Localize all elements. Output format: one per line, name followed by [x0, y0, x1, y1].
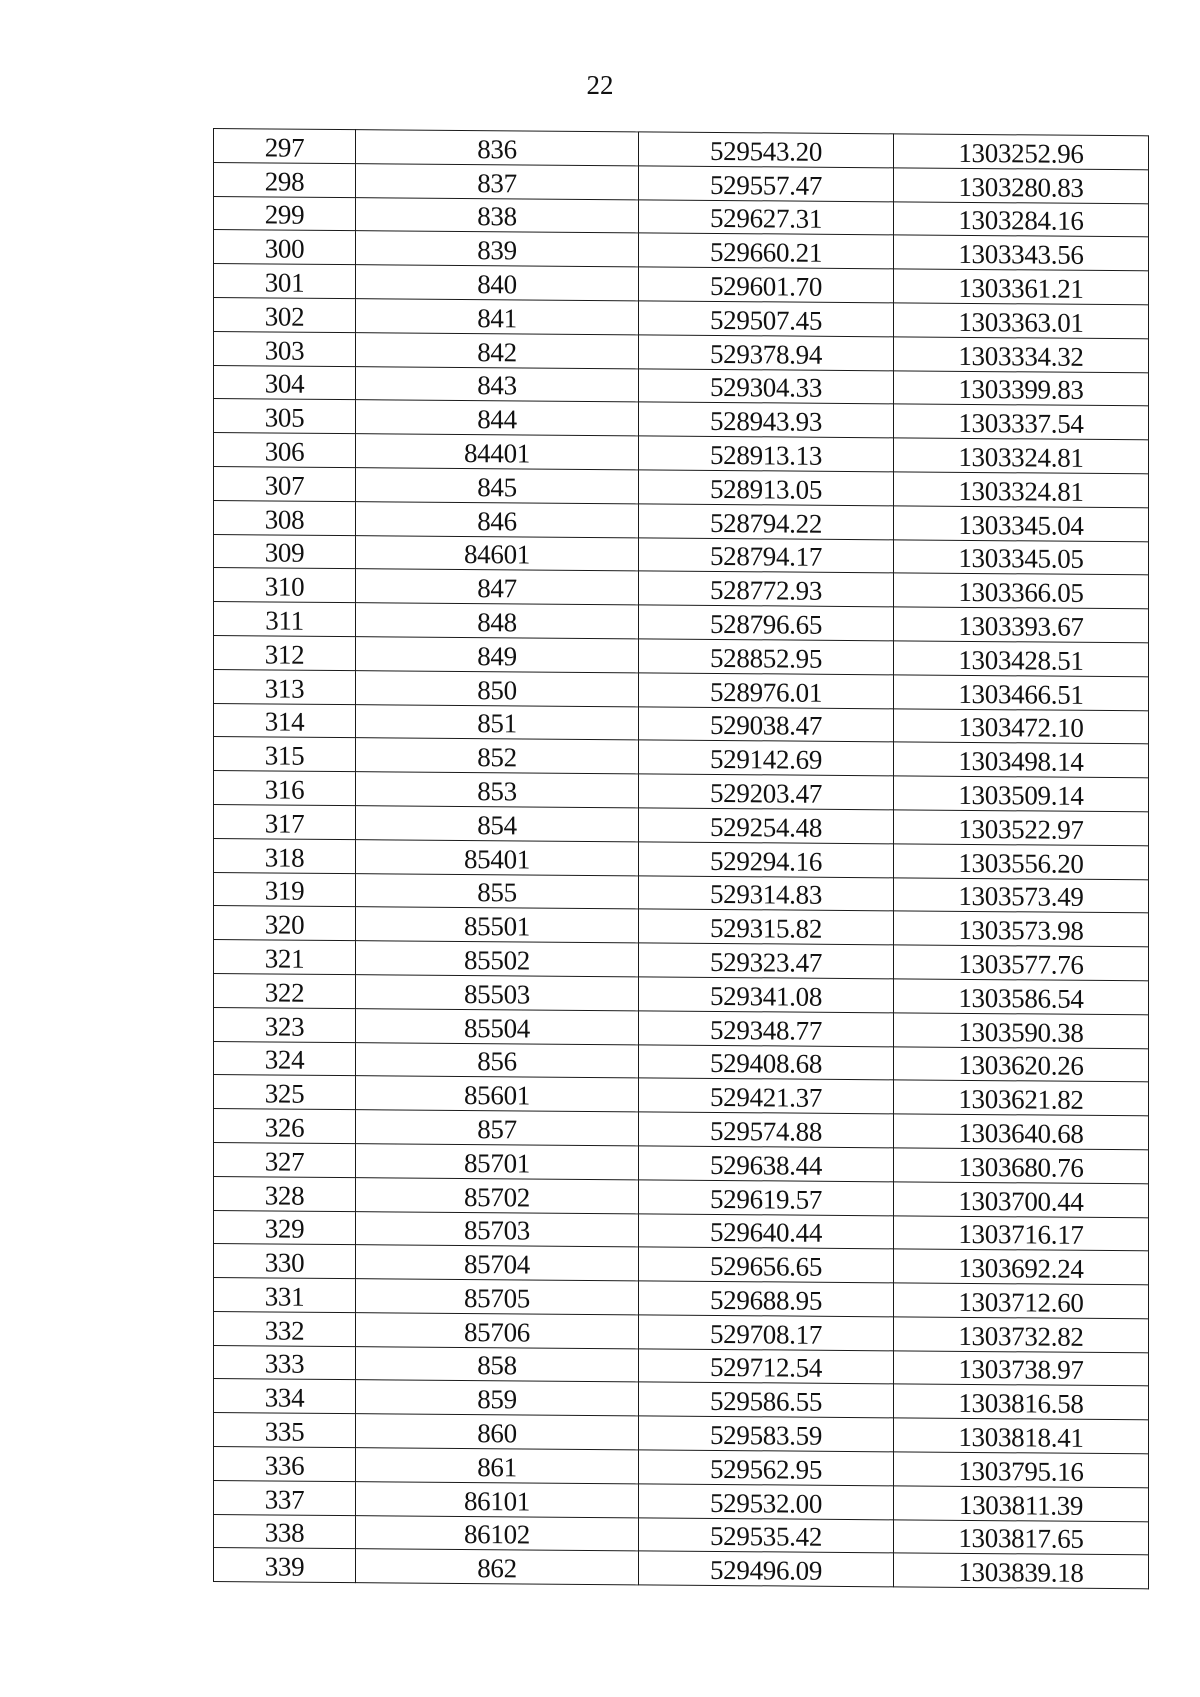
y-coordinate-cell: 1303284.16: [894, 201, 1149, 237]
y-coordinate-cell: 1303680.76: [894, 1148, 1149, 1184]
x-coordinate-cell: 529294.16: [639, 842, 894, 878]
x-coordinate-cell: 529574.88: [639, 1112, 894, 1148]
row-number-cell: 308: [214, 500, 356, 535]
row-number-cell: 323: [214, 1007, 356, 1042]
point-id-cell: 850: [356, 670, 639, 706]
point-id-cell: 85501: [356, 907, 639, 943]
point-id-cell: 842: [356, 332, 639, 368]
row-number-cell: 318: [214, 838, 356, 873]
coordinates-table-container: [213, 128, 1148, 1590]
y-coordinate-cell: 1303428.51: [894, 641, 1149, 677]
x-coordinate-cell: 529583.59: [639, 1416, 894, 1452]
point-id-cell: 85702: [356, 1177, 639, 1213]
x-coordinate-cell: 528796.65: [639, 605, 894, 641]
x-coordinate-cell: 529323.47: [639, 943, 894, 979]
x-coordinate-cell: 529543.20: [639, 132, 894, 168]
x-coordinate-cell: 528913.05: [639, 470, 894, 506]
point-id-cell: 85706: [356, 1313, 639, 1349]
point-id-cell: 841: [356, 299, 639, 335]
x-coordinate-cell: 529640.44: [639, 1213, 894, 1249]
x-coordinate-cell: 529507.45: [639, 301, 894, 337]
y-coordinate-cell: 1303795.16: [894, 1452, 1149, 1488]
y-coordinate-cell: 1303343.56: [894, 235, 1149, 271]
point-id-cell: 86101: [356, 1481, 639, 1517]
point-id-cell: 859: [356, 1380, 639, 1416]
row-number-cell: 304: [214, 365, 356, 400]
point-id-cell: 858: [356, 1346, 639, 1382]
point-id-cell: 846: [356, 501, 639, 537]
x-coordinate-cell: 529378.94: [639, 335, 894, 371]
row-number-cell: 334: [214, 1379, 356, 1414]
table-row: [214, 1548, 1149, 1589]
x-coordinate-cell: 529586.55: [639, 1382, 894, 1418]
y-coordinate-cell: 1303621.82: [894, 1080, 1149, 1116]
row-number-cell: 328: [214, 1176, 356, 1211]
y-coordinate-cell: 1303573.98: [894, 911, 1149, 947]
x-coordinate-cell: 529708.17: [639, 1315, 894, 1351]
point-id-cell: 849: [356, 637, 639, 673]
y-coordinate-cell: 1303818.41: [894, 1418, 1149, 1454]
row-number-cell: 332: [214, 1311, 356, 1346]
point-id-cell: 853: [356, 772, 639, 808]
row-number-cell: 313: [214, 669, 356, 704]
row-number-cell: 315: [214, 737, 356, 772]
y-coordinate-cell: 1303252.96: [894, 134, 1149, 170]
point-id-cell: 861: [356, 1448, 639, 1484]
row-number-cell: 309: [214, 534, 356, 569]
point-id-cell: 856: [356, 1042, 639, 1078]
row-number-cell: 335: [214, 1413, 356, 1448]
point-id-cell: 848: [356, 603, 639, 639]
y-coordinate-cell: 1303573.49: [894, 877, 1149, 913]
row-number-cell: 331: [214, 1278, 356, 1313]
row-number-cell: 329: [214, 1210, 356, 1245]
x-coordinate-cell: 529314.83: [639, 875, 894, 911]
row-number-cell: 327: [214, 1142, 356, 1177]
x-coordinate-cell: 529203.47: [639, 774, 894, 810]
y-coordinate-cell: 1303586.54: [894, 979, 1149, 1015]
x-coordinate-cell: 529341.08: [639, 977, 894, 1013]
x-coordinate-cell: 528772.93: [639, 571, 894, 607]
y-coordinate-cell: 1303556.20: [894, 844, 1149, 880]
point-id-cell: 843: [356, 366, 639, 402]
y-coordinate-cell: 1303816.58: [894, 1384, 1149, 1420]
x-coordinate-cell: 529532.00: [639, 1484, 894, 1520]
y-coordinate-cell: 1303577.76: [894, 945, 1149, 981]
point-id-cell: 838: [356, 197, 639, 233]
x-coordinate-cell: 529304.33: [639, 368, 894, 404]
y-coordinate-cell: 1303472.10: [894, 708, 1149, 744]
row-number-cell: 314: [214, 703, 356, 738]
page-number: 22: [586, 70, 614, 100]
row-number-cell: 325: [214, 1075, 356, 1110]
point-id-cell: 844: [356, 400, 639, 436]
x-coordinate-cell: 529421.37: [639, 1078, 894, 1114]
y-coordinate-cell: 1303620.26: [894, 1046, 1149, 1082]
row-number-cell: 324: [214, 1041, 356, 1076]
row-number-cell: 338: [214, 1514, 356, 1549]
point-id-cell: 85502: [356, 941, 639, 977]
point-id-cell: 847: [356, 569, 639, 605]
row-number-cell: 339: [214, 1548, 356, 1583]
x-coordinate-cell: 529601.70: [639, 267, 894, 303]
point-id-cell: 84401: [356, 434, 639, 470]
x-coordinate-cell: 529627.31: [639, 199, 894, 235]
point-id-cell: 85401: [356, 839, 639, 875]
row-number-cell: 305: [214, 399, 356, 434]
y-coordinate-cell: 1303817.65: [894, 1520, 1149, 1556]
row-number-cell: 336: [214, 1447, 356, 1482]
y-coordinate-cell: 1303337.54: [894, 404, 1149, 440]
row-number-cell: 320: [214, 906, 356, 941]
row-number-cell: 301: [214, 264, 356, 299]
x-coordinate-cell: 529038.47: [639, 706, 894, 742]
y-coordinate-cell: 1303522.97: [894, 810, 1149, 846]
x-coordinate-cell: 529348.77: [639, 1011, 894, 1047]
point-id-cell: 837: [356, 163, 639, 199]
y-coordinate-cell: 1303280.83: [894, 168, 1149, 204]
point-id-cell: 852: [356, 738, 639, 774]
point-id-cell: 85705: [356, 1279, 639, 1315]
coordinates-table-body: [214, 129, 1149, 1590]
row-number-cell: 310: [214, 568, 356, 603]
x-coordinate-cell: 529315.82: [639, 909, 894, 945]
x-coordinate-cell: 529496.09: [639, 1551, 894, 1587]
y-coordinate-cell: 1303732.82: [894, 1317, 1149, 1353]
row-number-cell: 300: [214, 230, 356, 265]
y-coordinate-cell: 1303324.81: [894, 438, 1149, 474]
row-number-cell: 321: [214, 940, 356, 975]
point-id-cell: 857: [356, 1110, 639, 1146]
point-id-cell: 845: [356, 468, 639, 504]
y-coordinate-cell: 1303393.67: [894, 607, 1149, 643]
row-number-cell: 333: [214, 1345, 356, 1380]
point-id-cell: 836: [356, 130, 639, 166]
point-id-cell: 85704: [356, 1245, 639, 1281]
y-coordinate-cell: 1303324.81: [894, 472, 1149, 508]
point-id-cell: 84601: [356, 535, 639, 571]
y-coordinate-cell: 1303712.60: [894, 1283, 1149, 1319]
x-coordinate-cell: 529254.48: [639, 808, 894, 844]
point-id-cell: 85703: [356, 1211, 639, 1247]
y-coordinate-cell: 1303498.14: [894, 742, 1149, 778]
point-id-cell: 854: [356, 806, 639, 842]
row-number-cell: 303: [214, 331, 356, 366]
point-id-cell: 85601: [356, 1076, 639, 1112]
x-coordinate-cell: 529562.95: [639, 1450, 894, 1486]
x-coordinate-cell: 528913.13: [639, 436, 894, 472]
row-number-cell: 297: [214, 129, 356, 164]
y-coordinate-cell: 1303640.68: [894, 1114, 1149, 1150]
x-coordinate-cell: 528943.93: [639, 402, 894, 438]
x-coordinate-cell: 529712.54: [639, 1349, 894, 1385]
row-number-cell: 330: [214, 1244, 356, 1279]
row-number-cell: 317: [214, 804, 356, 839]
y-coordinate-cell: 1303692.24: [894, 1249, 1149, 1285]
y-coordinate-cell: 1303345.04: [894, 506, 1149, 542]
x-coordinate-cell: 529660.21: [639, 233, 894, 269]
row-number-cell: 316: [214, 771, 356, 806]
y-coordinate-cell: 1303811.39: [894, 1486, 1149, 1522]
row-number-cell: 311: [214, 602, 356, 637]
point-id-cell: 851: [356, 704, 639, 740]
coordinates-table: [213, 128, 1149, 1590]
row-number-cell: 322: [214, 973, 356, 1008]
point-id-cell: 85504: [356, 1008, 639, 1044]
x-coordinate-cell: 529688.95: [639, 1281, 894, 1317]
x-coordinate-cell: 529557.47: [639, 166, 894, 202]
point-id-cell: 855: [356, 873, 639, 909]
row-number-cell: 298: [214, 162, 356, 197]
row-number-cell: 306: [214, 433, 356, 468]
y-coordinate-cell: 1303466.51: [894, 675, 1149, 711]
point-id-cell: 85701: [356, 1144, 639, 1180]
row-number-cell: 337: [214, 1480, 356, 1515]
y-coordinate-cell: 1303509.14: [894, 776, 1149, 812]
row-number-cell: 312: [214, 635, 356, 670]
point-id-cell: 839: [356, 231, 639, 267]
y-coordinate-cell: 1303839.18: [894, 1553, 1149, 1589]
y-coordinate-cell: 1303738.97: [894, 1351, 1149, 1387]
point-id-cell: 85503: [356, 975, 639, 1011]
y-coordinate-cell: 1303399.83: [894, 370, 1149, 406]
row-number-cell: 319: [214, 872, 356, 907]
y-coordinate-cell: 1303334.32: [894, 337, 1149, 373]
x-coordinate-cell: 529535.42: [639, 1518, 894, 1554]
y-coordinate-cell: 1303590.38: [894, 1013, 1149, 1049]
y-coordinate-cell: 1303361.21: [894, 269, 1149, 305]
point-id-cell: 86102: [356, 1515, 639, 1551]
point-id-cell: 840: [356, 265, 639, 301]
y-coordinate-cell: 1303363.01: [894, 303, 1149, 339]
y-coordinate-cell: 1303345.05: [894, 539, 1149, 575]
x-coordinate-cell: 529408.68: [639, 1044, 894, 1080]
y-coordinate-cell: 1303716.17: [894, 1215, 1149, 1251]
point-id-cell: 862: [356, 1549, 639, 1585]
x-coordinate-cell: 529142.69: [639, 740, 894, 776]
x-coordinate-cell: 528794.22: [639, 504, 894, 540]
y-coordinate-cell: 1303700.44: [894, 1182, 1149, 1218]
y-coordinate-cell: 1303366.05: [894, 573, 1149, 609]
x-coordinate-cell: 529656.65: [639, 1247, 894, 1283]
x-coordinate-cell: 528794.17: [639, 537, 894, 573]
row-number-cell: 326: [214, 1109, 356, 1144]
x-coordinate-cell: 528852.95: [639, 639, 894, 675]
row-number-cell: 307: [214, 466, 356, 501]
row-number-cell: 299: [214, 196, 356, 231]
row-number-cell: 302: [214, 297, 356, 332]
x-coordinate-cell: 529619.57: [639, 1180, 894, 1216]
x-coordinate-cell: 528976.01: [639, 673, 894, 709]
point-id-cell: 860: [356, 1414, 639, 1450]
x-coordinate-cell: 529638.44: [639, 1146, 894, 1182]
